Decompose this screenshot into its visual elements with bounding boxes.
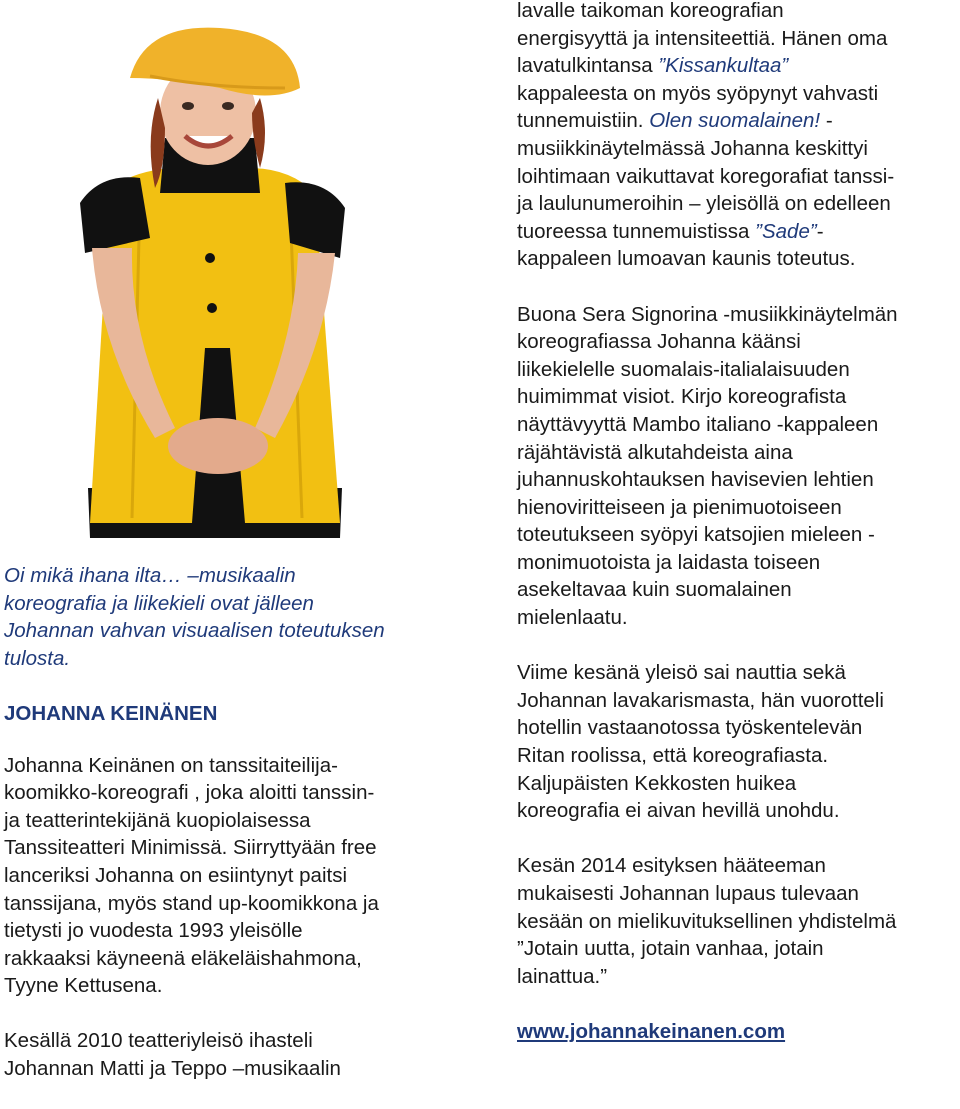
text-line: Buona Sera Signorina -musiikkinäytelmän <box>517 302 898 326</box>
text-line: hotellin vastaanotossa työskentelevän <box>517 716 863 740</box>
text-line: toteutukseen syöpyi katsojien mieleen - <box>517 523 875 547</box>
right-column <box>517 0 960 1046</box>
text-line <box>517 52 960 80</box>
text-line: Ritan roolissa, että koreografiasta. <box>517 744 829 768</box>
text-line: huimimmat visiot. Kirjo koreografista <box>517 385 847 409</box>
summer-2014-paragraph <box>517 852 960 990</box>
caption-line: tulosta. <box>4 646 71 670</box>
text-line: Johannan Matti ja Teppo –musikaalin <box>4 1056 341 1080</box>
text-line: Kaljupäisten Kekkosten huikea <box>517 771 797 795</box>
summer-2010-paragraph <box>4 1027 474 1082</box>
text-line: Viime kesänä yleisö sai nauttia sekä <box>517 661 846 685</box>
text-line: tietysti jo vuodesta 1993 yleisölle <box>4 919 303 943</box>
text-line: kappaleen lumoavan kaunis toteutus. <box>517 247 856 271</box>
text-line: ja teatterintekijänä kuopiolaisessa <box>4 808 311 832</box>
text-fragment: tuoreessa tunnemuistissa <box>517 219 756 243</box>
text-line: räjähtävistä alkutahdeista aina <box>517 440 793 464</box>
text-line: Tyyne Kettusena. <box>4 974 163 998</box>
website-link[interactable]: www.johannakeinanen.com <box>517 1019 786 1043</box>
text-line: liikekielelle suomalais-italialaisuuden <box>517 357 850 381</box>
continuation-paragraph <box>517 0 960 273</box>
text-line: lavalle taikoman koreografian <box>517 0 784 22</box>
text-line: ”Jotain uutta, jotain vanhaa, jotain <box>517 937 824 961</box>
text-line: energisyyttä ja intensiteettiä. Hänen oma <box>517 26 888 50</box>
text-line: rakkaaksi käyneenä eläkeläishahmona, <box>4 946 362 970</box>
text-fragment: tunnemuistiin. <box>517 109 650 133</box>
text-line: hienoviritteiseen ja pienimuotoiseen <box>517 495 842 519</box>
song-title: ”Sade” <box>755 219 817 243</box>
text-line: Johannan lavakarismasta, hän vuorotteli <box>517 688 884 712</box>
caption-line: Johannan vahvan visuaalisen toteutuksen <box>4 619 385 643</box>
show-title: Olen suomalainen! <box>649 109 821 133</box>
text-line: Johanna Keinänen on tanssitaiteilija- <box>4 753 338 777</box>
bio-paragraph <box>4 752 474 1000</box>
text-line: Kesän 2014 esityksen hääteeman <box>517 854 826 878</box>
text-line: loihtimaan vaikuttavat koregorafiat tanssi- <box>517 164 895 188</box>
text-line: näyttävyyttä Mambo italiano -kappaleen <box>517 412 879 436</box>
caption-line: Oi mikä ihana ilta… –musikaalin <box>4 564 296 587</box>
last-summer-paragraph <box>517 659 960 825</box>
text-line: juhannuskohtauksen havisevien lehtien <box>517 468 874 492</box>
text-fragment: - <box>816 219 824 243</box>
text-line: mukaisesti Johannan lupaus tulevaan <box>517 882 859 905</box>
text-line <box>517 218 960 246</box>
text-line: ja laulunumeroihin – yleisöllä on edelleen <box>517 192 891 216</box>
text-line: mielenlaatu. <box>517 606 628 630</box>
text-line: lainattua.” <box>517 964 608 988</box>
buona-sera-paragraph <box>517 301 960 632</box>
text-line: koreografia ei aivan hevillä unohdu. <box>517 799 840 823</box>
website-link-line <box>517 1018 960 1046</box>
text-fragment: - <box>820 109 833 133</box>
caption-line: koreografia ja liikekieli ovat jälleen <box>4 591 314 615</box>
text-line: musiikkinäytelmässä Johanna keskittyi <box>517 136 868 160</box>
text-line: Kesällä 2010 teatteriyleisö ihasteli <box>4 1028 313 1052</box>
text-line: asekeltavaa kuin suomalainen <box>517 578 792 602</box>
text-line: kappaleesta on myös syöpynyt vahvasti <box>517 81 879 105</box>
song-title: ”Kissankultaa” <box>658 54 789 78</box>
portrait-photo <box>70 18 360 538</box>
text-line: koomikko-koreografi , joka aloitti tanssin- <box>4 781 375 805</box>
text-line: tanssijana, myös stand up-koomikkona ja <box>4 891 379 915</box>
section-heading: JOHANNA KEINÄNEN <box>4 702 218 725</box>
text-line: kesään on mielikuvituksellinen yhdistelmä <box>517 909 897 933</box>
text-fragment: lavatulkintansa <box>517 54 659 78</box>
text-line: koreografiassa Johanna käänsi <box>517 330 801 354</box>
left-column <box>4 700 474 1109</box>
photo-caption <box>4 562 474 672</box>
text-line <box>517 107 960 135</box>
text-line: lanceriksi Johanna on esiintynyt paitsi <box>4 863 347 887</box>
text-line: monimuotoista ja laidasta toiseen <box>517 550 821 574</box>
text-line: Tanssiteatteri Minimissä. Siirryttyään free <box>4 836 377 860</box>
